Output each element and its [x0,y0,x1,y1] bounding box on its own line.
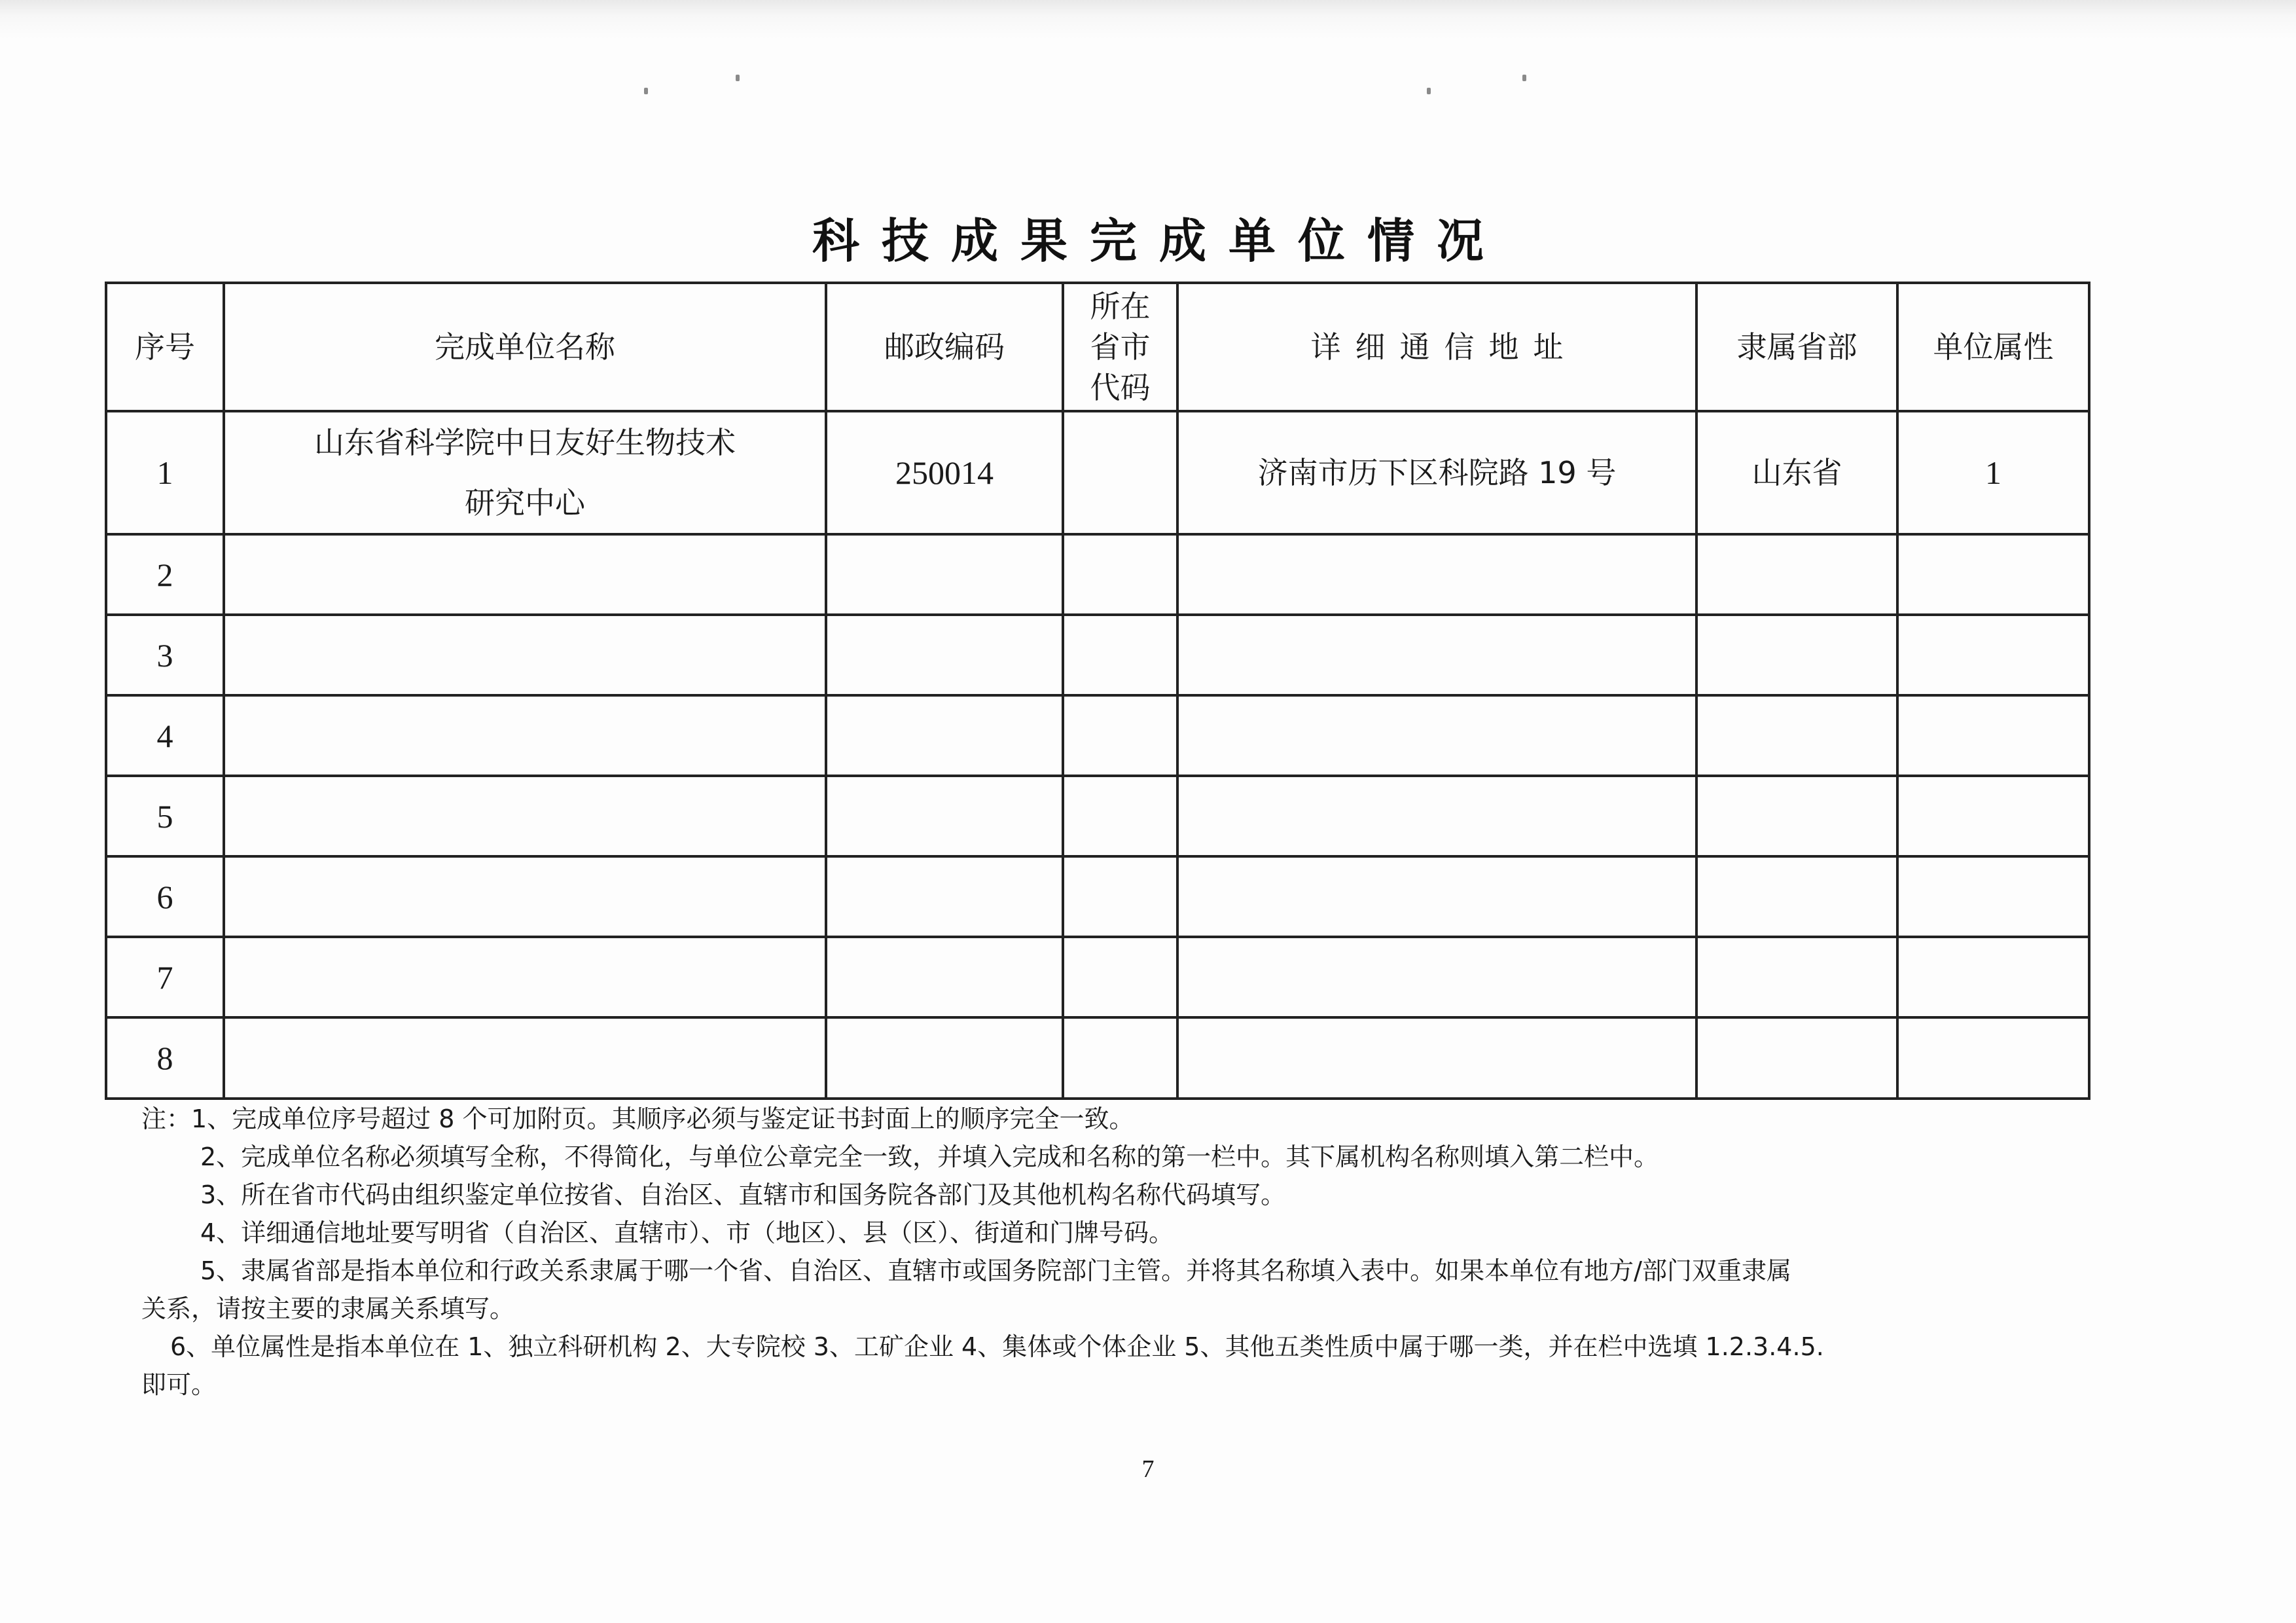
cell-unit-name [224,695,826,776]
cell-serial-no: 6 [106,856,224,937]
cell-postal-code [826,937,1063,1017]
page-number: 7 [1141,1455,1155,1483]
header-province-code-line: 省市 [1090,329,1151,365]
cell-province-code [1063,411,1177,534]
notes-section [141,1100,2039,1404]
cell-unit-name [224,937,826,1017]
header-address: 详细通信地址 [1177,283,1696,411]
scan-speck [1522,75,1526,81]
cell-unit-attribute [1897,1017,2089,1099]
scan-speck [644,88,648,94]
header-province-code [1063,283,1177,411]
cell-province-code [1063,695,1177,776]
cell-affiliation [1696,1017,1897,1099]
cell-postal-code [826,856,1063,937]
note-line: 即可。 [141,1370,217,1399]
unit-name-line: 山东省科学院中日友好生物技术 [314,425,736,460]
cell-serial-no: 3 [106,615,224,695]
table-row [106,1017,2089,1099]
cell-province-code [1063,776,1177,856]
cell-affiliation [1696,534,1897,615]
cell-address [1177,856,1696,937]
cell-postal-code [826,615,1063,695]
cell-unit-name [224,534,826,615]
cell-serial-no: 8 [106,1017,224,1099]
cell-postal-code [826,695,1063,776]
header-affiliation: 隶属省部 [1696,283,1897,411]
cell-postal-code: 250014 [826,411,1063,534]
note-line: 关系，请按主要的隶属关系填写。 [141,1294,515,1323]
table-header-row [106,283,2089,411]
table-row [106,615,2089,695]
scan-speck [1427,88,1431,94]
cell-affiliation [1696,937,1897,1017]
cell-postal-code [826,776,1063,856]
cell-unit-name [224,1017,826,1099]
table-row [106,695,2089,776]
cell-address: 济南市历下区科院路 19 号 [1177,411,1696,534]
cell-affiliation [1696,856,1897,937]
note-line: 4、详细通信地址要写明省（自治区、直辖市）、市（地区）、县（区）、街道和门牌号码。 [200,1218,1174,1247]
cell-address [1177,615,1696,695]
cell-province-code [1063,615,1177,695]
cell-province-code [1063,937,1177,1017]
cell-unit-attribute [1897,856,2089,937]
cell-unit-name [224,615,826,695]
unit-name-line: 研究中心 [465,485,585,520]
header-unit-attribute: 单位属性 [1897,283,2089,411]
cell-affiliation: 山东省 [1696,411,1897,534]
cell-address [1177,1017,1696,1099]
table-row [106,534,2089,615]
completion-units-table [105,282,2090,1100]
cell-serial-no: 7 [106,937,224,1017]
note-line: 注：1、完成单位序号超过 8 个可加附页。其顺序必须与鉴定证书封面上的顺序完全一致。 [141,1104,1134,1133]
cell-address [1177,937,1696,1017]
cell-affiliation [1696,615,1897,695]
header-unit-name: 完成单位名称 [224,283,826,411]
table-row [106,937,2089,1017]
cell-province-code [1063,534,1177,615]
header-province-code-line: 所在 [1090,289,1151,324]
cell-unit-attribute [1897,937,2089,1017]
cell-unit-name [224,776,826,856]
cell-affiliation [1696,776,1897,856]
cell-unit-name [224,411,826,534]
cell-unit-attribute [1897,615,2089,695]
note-line: 3、所在省市代码由组织鉴定单位按省、自治区、直辖市和国务院各部门及其他机构名称代码填写。 [200,1180,1286,1209]
header-serial-no: 序号 [106,283,224,411]
cell-serial-no: 5 [106,776,224,856]
cell-affiliation [1696,695,1897,776]
cell-province-code [1063,1017,1177,1099]
cell-address [1177,776,1696,856]
cell-unit-name [224,856,826,937]
cell-unit-attribute [1897,534,2089,615]
cell-postal-code [826,534,1063,615]
document-title: 科技成果完成单位情况 [812,213,1506,268]
header-postal-code: 邮政编码 [826,283,1063,411]
note-line: 2、完成单位名称必须填写全称，不得简化，与单位公章完全一致，并填入完成和名称的第一栏中。其下属机构名称则填入第二栏中。 [200,1142,1659,1171]
scan-speck [736,75,740,81]
cell-address [1177,695,1696,776]
note-line: 5、隶属省部是指本单位和行政关系隶属于哪一个省、自治区、直辖市或国务院部门主管。并将其名称填入表中。如果本单位有地方/部门双重隶属 [200,1256,1791,1285]
cell-unit-attribute [1897,776,2089,856]
cell-unit-attribute: 1 [1897,411,2089,534]
note-line: 6、单位属性是指本单位在 1、独立科研机构 2、大专院校 3、工矿企业 4、集体或个体企业 5、其他五类性质中属于哪一类，并在栏中选填 1.2.3.4.5. [170,1332,1824,1361]
cell-serial-no: 4 [106,695,224,776]
table-row [106,856,2089,937]
cell-serial-no: 2 [106,534,224,615]
table-row [106,776,2089,856]
cell-unit-attribute [1897,695,2089,776]
cell-address [1177,534,1696,615]
cell-postal-code [826,1017,1063,1099]
table-row [106,411,2089,534]
header-province-code-line: 代码 [1090,370,1151,405]
cell-serial-no: 1 [106,411,224,534]
cell-province-code [1063,856,1177,937]
